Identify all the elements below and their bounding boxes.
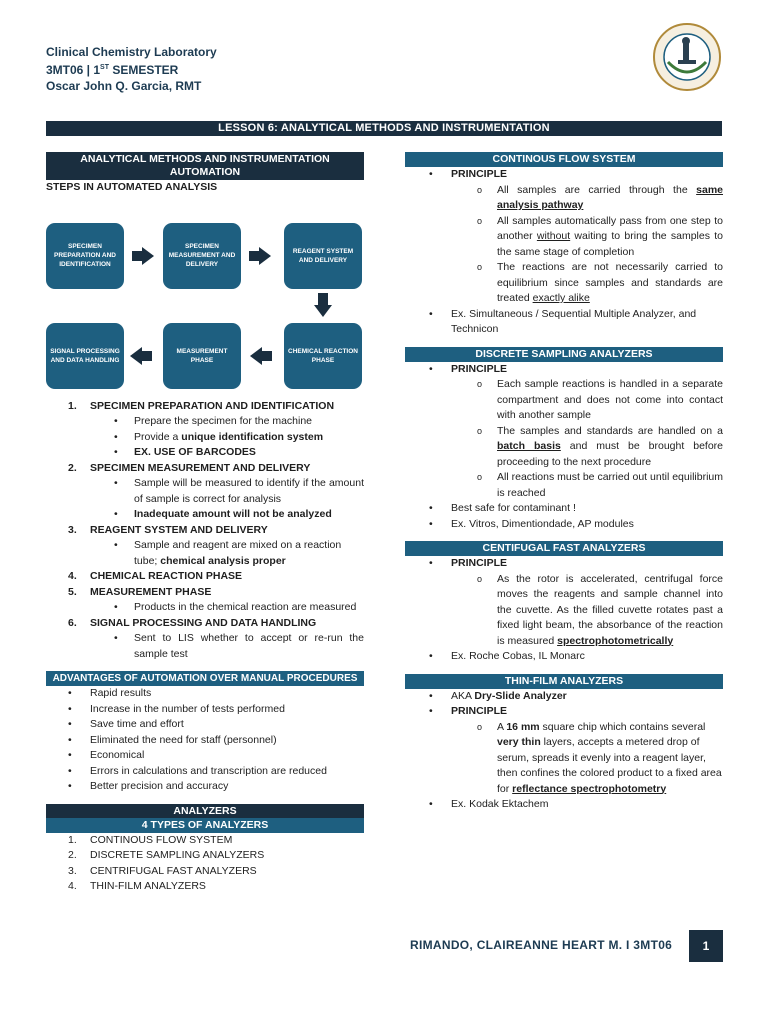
list-item: • Economical — [90, 748, 364, 764]
automation-flow-diagram — [46, 209, 364, 389]
list-item: o The reactions are not necessarily carried to equilibrium since samples and standards are treated exactly alike — [497, 260, 723, 307]
list-item: • PRINCIPLE — [451, 362, 723, 378]
list-item: • Best safe for contaminant ! — [451, 501, 723, 517]
section-bar-discrete-sampling: DISCRETE SAMPLING ANALYZERS — [405, 347, 723, 362]
flow-arrow-right-icon — [259, 247, 271, 265]
list-item: • Ex. Kodak Ektachem — [451, 797, 723, 813]
list-item: • Save time and effort — [90, 717, 364, 733]
flow-arrow-left-icon — [250, 347, 262, 365]
footer-author: RIMANDO, CLAIREANNE HEART M. I 3MT06 — [410, 938, 673, 952]
flow-arrow-down-icon — [314, 305, 332, 317]
step-item: 6. SIGNAL PROCESSING AND DATA HANDLING • Sent to LIS whether to accept or re-run the sample test — [46, 616, 364, 663]
list-item: o All reactions must be carried out until equilibrium is reached — [497, 470, 723, 501]
step-detail: • EX. USE OF BARCODES — [134, 445, 364, 461]
tfa-list — [405, 689, 723, 720]
flow-box-reagent-system: REAGENT SYSTEM AND DELIVERY — [284, 223, 362, 289]
list-item: o All samples are carried through the same analysis pathway — [497, 183, 723, 214]
document-header — [46, 44, 217, 94]
tfa-examples — [405, 797, 723, 813]
list-item: • PRINCIPLE — [451, 556, 723, 572]
right-column — [405, 152, 723, 813]
flow-arrow-stem — [318, 293, 328, 305]
list-item: • PRINCIPLE — [451, 167, 723, 183]
list-item: 1. CONTINOUS FLOW SYSTEM — [68, 833, 233, 846]
course-title: Clinical Chemistry Laboratory — [46, 45, 217, 59]
list-item: 4. THIN-FILM ANALYZERS — [68, 880, 206, 892]
step-details — [134, 600, 364, 616]
analyzer-types-list — [46, 833, 364, 895]
list-item: • Eliminated the need for staff (personnel) — [90, 733, 364, 749]
step-detail: • Inadequate amount will not be analyzed — [134, 507, 364, 523]
cfs-list — [405, 167, 723, 183]
list-item: • Better precision and accuracy — [90, 779, 364, 795]
dsa-notes — [405, 501, 723, 532]
list-item: o Each sample reactions is handled in a separate compartment and does not come into contact with another sample — [497, 377, 723, 424]
cfa-principles — [405, 572, 723, 650]
flow-arrow-stem — [142, 351, 152, 361]
step-detail: • Provide a unique identification system — [134, 430, 364, 446]
list-item: 2. DISCRETE SAMPLING ANALYZERS — [68, 849, 265, 861]
flow-arrow-stem — [249, 251, 259, 261]
advantages-list — [46, 686, 364, 795]
flow-arrow-right-icon — [142, 247, 154, 265]
step-details — [134, 476, 364, 523]
flow-box-chemical-reaction: CHEMICAL REACTION PHASE — [284, 323, 362, 389]
flow-arrow-left-icon — [130, 347, 142, 365]
flow-box-specimen-preparation: SPECIMEN PREPARATION AND IDENTIFICATION — [46, 223, 124, 289]
list-item: o A 16 mm square chip which contains several very thin layers, accepts a metered drop of serum, spreads it evenly into a reagent layer, then confines the colored product to a fixed area for reflectance spectrophotometry — [497, 720, 723, 798]
page-number: 1 — [689, 930, 723, 962]
step-item: 2. SPECIMEN MEASUREMENT AND DELIVERY • Sample will be measured to identify if the amount of sample is correct for analysis • Inadequate amount will not be analyzed — [46, 461, 364, 523]
section-bar-centrifugal: CENTIFUGAL FAST ANALYZERS — [405, 541, 723, 556]
section-bar-continuous-flow: CONTINOUS FLOW SYSTEM — [405, 152, 723, 167]
dsa-list — [405, 362, 723, 378]
list-item: • Ex. Vitros, Dimentiondade, AP modules — [451, 517, 723, 533]
section-bar-advantages: ADVANTAGES OF AUTOMATION OVER MANUAL PROCEDURES — [46, 671, 364, 686]
step-detail: • Sample and reagent are mixed on a reaction tube; chemical analysis proper — [134, 538, 364, 569]
cfs-examples — [405, 307, 723, 338]
left-column — [46, 152, 364, 895]
step-item: 5. MEASUREMENT PHASE • Products in the chemical reaction are measured — [46, 585, 364, 616]
university-seal-icon — [646, 22, 728, 92]
step-detail: • Products in the chemical reaction are measured — [134, 600, 364, 616]
step-item: 3. REAGENT SYSTEM AND DELIVERY • Sample and reagent are mixed on a reaction tube; chemical analysis proper — [46, 523, 364, 570]
cfs-principles — [405, 183, 723, 307]
flow-box-measurement-phase: MEASUREMENT PHASE — [163, 323, 241, 389]
cfa-examples — [405, 649, 723, 665]
cfa-list — [405, 556, 723, 572]
flow-box-specimen-measurement: SPECIMEN MEASUREMENT AND DELIVERY — [163, 223, 241, 289]
step-details — [134, 631, 364, 662]
steps-list — [46, 399, 364, 663]
section-bar-thin-film: THIN-FILM ANALYZERS — [405, 674, 723, 689]
list-item: o As the rotor is accelerated, centrifugal force moves the reagents and sample channel into the cuvette. As the filled cuvette rotates past a fixed light beam, the absorbance of the reaction is measured spectrophotometrically — [497, 572, 723, 650]
section-bar-analyzer-types: 4 TYPES OF ANALYZERS — [46, 818, 364, 833]
step-item: 1. SPECIMEN PREPARATION AND IDENTIFICATION • Prepare the specimen for the machine • Provide a unique identification system • EX. USE OF BARCODES — [46, 399, 364, 461]
section-bar-automation: ANALYTICAL METHODS AND INSTRUMENTATION AUTOMATION — [46, 152, 364, 180]
list-item: • Ex. Simultaneous / Sequential Multiple Analyzer, and Technicon — [451, 307, 723, 338]
lesson-title-bar: LESSON 6: ANALYTICAL METHODS AND INSTRUMENTATION — [46, 121, 722, 136]
instructor-name: Oscar John Q. Garcia, RMT — [46, 79, 202, 93]
flow-box-signal-processing: SIGNAL PROCESSING AND DATA HANDLING — [46, 323, 124, 389]
list-item: • AKA Dry-Slide Analyzer — [451, 689, 723, 705]
flow-arrow-stem — [262, 351, 272, 361]
step-detail: • Prepare the specimen for the machine — [134, 414, 364, 430]
step-details — [134, 538, 364, 569]
list-item: • Ex. Roche Cobas, IL Monarc — [451, 649, 723, 665]
step-item: 4. CHEMICAL REACTION PHASE — [68, 570, 243, 582]
step-detail: • Sent to LIS whether to accept or re-run the sample test — [134, 631, 364, 662]
steps-heading: STEPS IN AUTOMATED ANALYSIS — [46, 181, 218, 193]
step-details — [134, 414, 364, 461]
list-item: • PRINCIPLE — [451, 704, 723, 720]
dsa-principles — [405, 377, 723, 501]
step-detail: • Sample will be measured to identify if the amount of sample is correct for analysis — [134, 476, 364, 507]
tfa-principles — [405, 720, 723, 798]
list-item: • Increase in the number of tests performed — [90, 702, 364, 718]
section-bar-analyzers: ANALYZERS — [46, 804, 364, 819]
course-section: 3MT06 | 1ST SEMESTER — [46, 63, 179, 77]
list-item: o All samples automatically pass from one step to another without waiting to bring the samples to the same stage of completion — [497, 214, 723, 261]
list-item: • Rapid results — [90, 686, 364, 702]
list-item: • Errors in calculations and transcription are reduced — [90, 764, 364, 780]
list-item: o The samples and standards are handled on a batch basis and must be brought before proceeding to the next procedure — [497, 424, 723, 471]
flow-arrow-stem — [132, 251, 142, 261]
list-item: 3. CENTRIFUGAL FAST ANALYZERS — [68, 864, 257, 877]
